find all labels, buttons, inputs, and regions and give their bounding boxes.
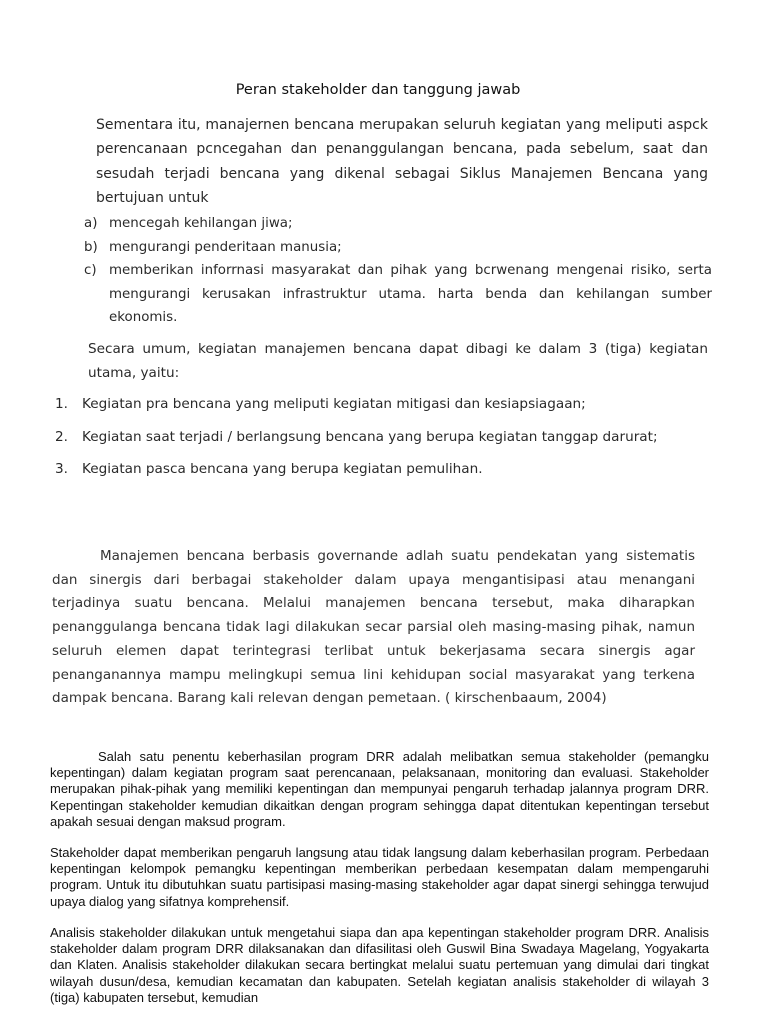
governance-paragraph: Manajemen bencana berbasis governande adlah suatu pendekatan yang sistematis dan sinergis dari berbagai stakeholder dalam upaya mengantisipasi atau menangani terjadinya suatu bencana. Melalui manajemen bencana tersebut, maka diharapkan penanggulanga bencana tidak lagi dilakukan secar parsial oleh masing-masing pihak, namun seluruh elemen dapat terintegrasi terlibat untuk bekerjasama secara sinergis agar penanganannya mampu melingkupi semua lini kehidupan social masyarakat yang terkena dampak bencana. Barang kali relevan dengan pemetaan. ( kirschenbaaum, 2004) [52, 548, 695, 707]
list-item-text: mengurangi penderitaan manusia; [109, 239, 342, 255]
list-marker: c) [84, 263, 97, 279]
list-item-text: Kegiatan saat terjadi / berlangsung bencana yang berupa kegiatan tanggap darurat; [82, 428, 658, 445]
drr-paragraph-2: Stakeholder dapat memberikan pengaruh langsung atau tidak langsung dalam keberhasilan program. Perbedaan kepentingan kelompok pemangku kepentingan memberikan perbedaan kesempatan dalam mempengaruhi program. Untuk itu dibutuhkan suatu partisipasi masing-masing stakeholder agar dapat sinergi sehingga terwujud upaya dialog yang sifatnya komprehensif. [50, 845, 709, 909]
list-item [55, 426, 700, 450]
list-marker: a) [84, 216, 98, 231]
drr-paragraph-3: Analisis stakeholder dilakukan untuk mengetahui siapa dan apa kepentingan stakeholder program DRR. Analisis stakeholder dalam program DRR dilaksanakan dan difasilitasi oleh Guswil Bina Swadaya Magelang, Yogyakarta dan Klaten. Analisis stakeholder dilakukan secara bertingkat melalui suatu pertemuan yang dimulai dari tingkat wilayah dusun/desa, kemudian kecamatan dan kabupaten. Setelah kegiatan analisis stakeholder di wilayah 3 (tiga) kabupaten tersebut, kemudian [50, 925, 709, 1005]
activities-intro: Secara umum, kegiatan manajemen bencana dapat dibagi ke dalam 3 (tiga) kegiatan utama, yaitu: [88, 341, 708, 381]
list-item [84, 259, 712, 330]
page-title: Peran stakeholder dan tanggung jawab [235, 82, 521, 98]
list-item [55, 458, 700, 482]
list-marker: 3. [55, 461, 68, 477]
list-item [84, 236, 712, 260]
list-marker: 1. [55, 396, 68, 412]
list-marker: b) [84, 239, 98, 255]
activities-list [55, 393, 700, 491]
list-item-text: mencegah kehilangan jiwa; [109, 216, 293, 231]
list-item-text: Kegiatan pra bencana yang meliputi kegiatan mitigasi dan kesiapsiagaan; [82, 396, 586, 412]
list-item [55, 393, 700, 417]
intro-paragraph: Sementara itu, manajernen bencana merupakan seluruh kegiatan yang meliputi aspck perencanaan pcncegahan dan penanggulangan bencana, pada sebelum, saat dan sesudah terjadi bencana yang dikenal sebagai Siklus Manajemen Bencana yang bertujuan untuk [96, 117, 708, 206]
list-item [84, 212, 712, 236]
list-marker: 2. [55, 428, 68, 445]
list-item-text: memberikan inforrnasi masyarakat dan pihak yang bcrwenang mengenai risiko, serta mengurangi kerusakan infrastruktur utama. harta benda dan kehilangan sumber ekonomis. [109, 263, 712, 326]
list-item-text: Kegiatan pasca bencana yang berupa kegiatan pemulihan. [82, 461, 483, 477]
goals-list [84, 212, 712, 330]
drr-paragraph-1: Salah satu penentu keberhasilan program DRR adalah melibatkan semua stakeholder (pemangku kepentingan) dalam kegiatan program saat perencanaan, pelaksanaan, monitoring dan evaluasi. Stakeholder merupakan pihak-pihak yang memiliki kepentingan dan mempunyai pengaruh terhadap jalannya program DRR. Kepentingan stakeholder kemudian dikaitkan dengan program sehingga dapat ditentukan kepentingan tersebut apakah sesuai dengan maksud program. [50, 749, 709, 829]
